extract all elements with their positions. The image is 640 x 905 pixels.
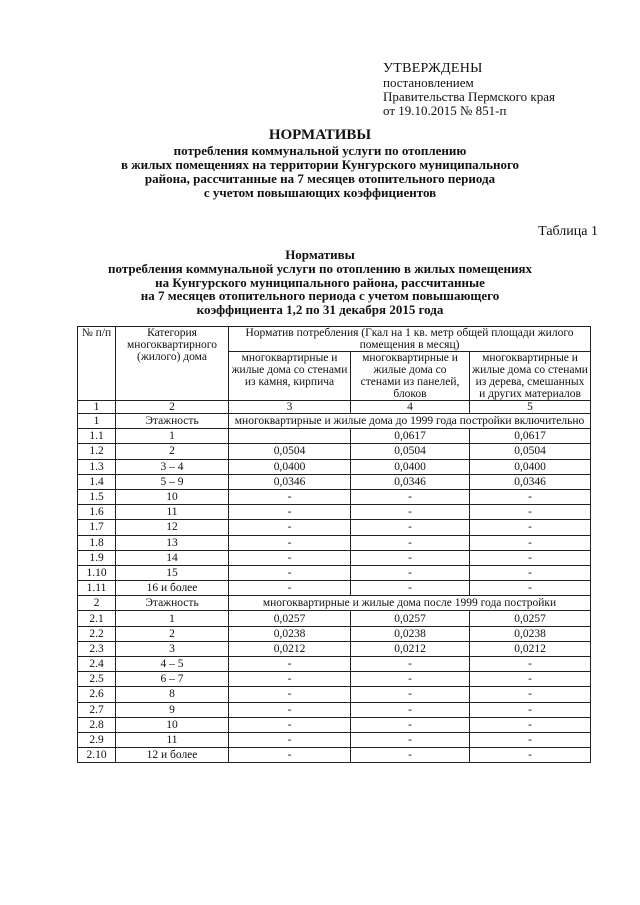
row-num: 1.2 xyxy=(78,444,116,459)
value-stone: - xyxy=(229,581,351,596)
row-num: 2.10 xyxy=(78,748,116,763)
row-num: 2.4 xyxy=(78,657,116,672)
table-row xyxy=(78,444,591,459)
row-floors: 10 xyxy=(116,717,229,732)
subtitle-line: потребления коммунальной услуги по отоплению xyxy=(173,143,467,158)
row-floors: 15 xyxy=(116,565,229,580)
row-num: 2.3 xyxy=(78,641,116,656)
value-stone: - xyxy=(229,550,351,565)
value-panel: - xyxy=(351,732,470,747)
section-span-text: многоквартирные и жилые дома до 1999 года постройки включительно xyxy=(229,414,591,429)
row-floors: 1 xyxy=(116,429,229,444)
value-wood: - xyxy=(470,505,591,520)
value-stone: - xyxy=(229,489,351,504)
approval-line: от 19.10.2015 № 851-п xyxy=(383,103,507,118)
section-label: Этажность xyxy=(116,596,229,611)
row-floors: 3 xyxy=(116,641,229,656)
header-panel: многоквартирные и жилые дома со стенами из панелей, блоков xyxy=(351,352,470,401)
table-row xyxy=(78,626,591,641)
approval-heading: УТВЕРЖДЕНЫ xyxy=(383,61,483,76)
table-row xyxy=(78,581,591,596)
row-floors: 3 – 4 xyxy=(116,459,229,474)
table-row xyxy=(78,459,591,474)
section-row xyxy=(78,596,591,611)
table-row xyxy=(78,565,591,580)
value-wood: 0,0346 xyxy=(470,474,591,489)
table-row xyxy=(78,717,591,732)
value-panel: - xyxy=(351,565,470,580)
col-number: 5 xyxy=(470,401,591,414)
col-number: 1 xyxy=(78,401,116,414)
table-row xyxy=(78,687,591,702)
value-stone: - xyxy=(229,505,351,520)
value-wood: - xyxy=(470,717,591,732)
value-stone: - xyxy=(229,687,351,702)
value-panel: - xyxy=(351,717,470,732)
row-floors: 6 – 7 xyxy=(116,672,229,687)
subtitle-line: в жилых помещениях на территории Кунгурского муниципального xyxy=(120,157,520,172)
row-num: 2.8 xyxy=(78,717,116,732)
table-row xyxy=(78,489,591,504)
value-stone: - xyxy=(229,748,351,763)
value-wood: - xyxy=(470,732,591,747)
table-subtitle xyxy=(0,262,640,316)
value-panel: - xyxy=(351,672,470,687)
subtitle-line: района, рассчитанные на 7 месяцев отопительного периода xyxy=(144,171,496,186)
value-panel: 0,0504 xyxy=(351,444,470,459)
row-num: 1.3 xyxy=(78,459,116,474)
table-row xyxy=(78,550,591,565)
section-span-text: многоквартирные и жилые дома после 1999 года постройки xyxy=(229,596,591,611)
header-wood: многоквартирные и жилые дома со стенами из дерева, смешанных и других материалов xyxy=(470,352,591,401)
row-num: 1.10 xyxy=(78,565,116,580)
row-num: 1.5 xyxy=(78,489,116,504)
value-panel: 0,0617 xyxy=(351,429,470,444)
value-stone: 0,0400 xyxy=(229,459,351,474)
row-floors: 10 xyxy=(116,489,229,504)
table-row xyxy=(78,641,591,656)
col-number: 2 xyxy=(116,401,229,414)
row-floors: 14 xyxy=(116,550,229,565)
value-panel: 0,0346 xyxy=(351,474,470,489)
value-wood: - xyxy=(470,550,591,565)
value-stone: 0,0504 xyxy=(229,444,351,459)
header-category: Категория многоквартирного (жилого) дома xyxy=(116,327,229,401)
row-num: 2.6 xyxy=(78,687,116,702)
row-floors: 9 xyxy=(116,702,229,717)
row-floors: 11 xyxy=(116,505,229,520)
row-num: 1.7 xyxy=(78,520,116,535)
table-subtitle-line: на 7 месяцев отопительного периода с учетом повышающего xyxy=(140,288,500,303)
value-wood: 0,0212 xyxy=(470,641,591,656)
approval-block xyxy=(383,62,555,118)
row-num: 1.11 xyxy=(78,581,116,596)
value-panel: - xyxy=(351,657,470,672)
value-stone: - xyxy=(229,732,351,747)
table-subtitle-line: на Кунгурского муниципального района, рассчитанные xyxy=(155,274,485,290)
table-subtitle-line: коэффициента 1,2 по 31 декабря 2015 года xyxy=(196,301,444,317)
value-wood: - xyxy=(470,535,591,550)
section-row xyxy=(78,414,591,429)
row-num: 1.6 xyxy=(78,505,116,520)
table-row xyxy=(78,657,591,672)
value-panel: - xyxy=(351,535,470,550)
value-stone: - xyxy=(229,717,351,732)
row-num: 1.9 xyxy=(78,550,116,565)
row-num: 1.8 xyxy=(78,535,116,550)
value-stone: - xyxy=(229,535,351,550)
row-floors: 1 xyxy=(116,611,229,626)
table-row xyxy=(78,611,591,626)
norms-table xyxy=(77,326,591,763)
value-panel: - xyxy=(351,687,470,702)
approval-line: Правительства Пермского края xyxy=(383,89,555,104)
table-row xyxy=(78,672,591,687)
subtitle-line: с учетом повышающих коэффициентов xyxy=(203,185,437,200)
document-title: НОРМАТИВЫ xyxy=(268,127,372,143)
value-stone: 0,0257 xyxy=(229,611,351,626)
row-floors: 5 – 9 xyxy=(116,474,229,489)
value-stone: 0,0346 xyxy=(229,474,351,489)
row-floors: 12 xyxy=(116,520,229,535)
value-wood: - xyxy=(470,520,591,535)
value-stone: - xyxy=(229,702,351,717)
value-stone xyxy=(229,429,351,444)
value-panel: - xyxy=(351,702,470,717)
table-row xyxy=(78,702,591,717)
value-panel: 0,0400 xyxy=(351,459,470,474)
table-row xyxy=(78,520,591,535)
row-floors: 4 – 5 xyxy=(116,657,229,672)
row-num: 2.1 xyxy=(78,611,116,626)
value-wood: 0,0617 xyxy=(470,429,591,444)
header-norm-group: Норматив потребления (Гкал на 1 кв. метр общей площади жилого помещения в месяц) xyxy=(229,327,591,352)
value-panel: - xyxy=(351,550,470,565)
value-stone: - xyxy=(229,565,351,580)
value-stone: 0,0238 xyxy=(229,626,351,641)
table-row xyxy=(78,429,591,444)
value-wood: 0,0238 xyxy=(470,626,591,641)
row-num: 2.2 xyxy=(78,626,116,641)
document-subtitle xyxy=(0,144,640,200)
section-num: 1 xyxy=(78,414,116,429)
table-row xyxy=(78,748,591,763)
value-wood: 0,0504 xyxy=(470,444,591,459)
table-row xyxy=(78,535,591,550)
table-title: Нормативы xyxy=(285,247,355,262)
value-panel: 0,0238 xyxy=(351,626,470,641)
table-subtitle-line: потребления коммунальной услуги по отоплению в жилых помещениях xyxy=(108,261,532,276)
table-row xyxy=(78,474,591,489)
row-floors: 2 xyxy=(116,626,229,641)
row-floors: 8 xyxy=(116,687,229,702)
value-panel: - xyxy=(351,520,470,535)
value-wood: - xyxy=(470,702,591,717)
value-wood: - xyxy=(470,657,591,672)
row-floors: 11 xyxy=(116,732,229,747)
value-stone: - xyxy=(229,657,351,672)
row-num: 1.1 xyxy=(78,429,116,444)
value-panel: 0,0212 xyxy=(351,641,470,656)
value-panel: - xyxy=(351,748,470,763)
row-num: 2.9 xyxy=(78,732,116,747)
row-floors: 16 и более xyxy=(116,581,229,596)
row-floors: 13 xyxy=(116,535,229,550)
col-number: 3 xyxy=(229,401,351,414)
row-floors: 12 и более xyxy=(116,748,229,763)
header-num: № п/п xyxy=(78,327,116,401)
section-label: Этажность xyxy=(116,414,229,429)
approval-line: постановлением xyxy=(383,75,474,90)
row-num: 1.4 xyxy=(78,474,116,489)
row-floors: 2 xyxy=(116,444,229,459)
table-row xyxy=(78,732,591,747)
value-stone: - xyxy=(229,672,351,687)
value-wood: - xyxy=(470,672,591,687)
value-panel: - xyxy=(351,489,470,504)
header-stone: многоквартирные и жилые дома со стенами из камня, кирпича xyxy=(229,352,351,401)
value-panel: 0,0257 xyxy=(351,611,470,626)
value-wood: - xyxy=(470,687,591,702)
value-wood: - xyxy=(470,489,591,504)
table-row xyxy=(78,505,591,520)
value-wood: - xyxy=(470,748,591,763)
value-wood: 0,0257 xyxy=(470,611,591,626)
col-number: 4 xyxy=(351,401,470,414)
row-num: 2.7 xyxy=(78,702,116,717)
value-panel: - xyxy=(351,581,470,596)
value-stone: - xyxy=(229,520,351,535)
value-wood: - xyxy=(470,565,591,580)
table-label: Таблица 1 xyxy=(538,224,598,239)
value-stone: 0,0212 xyxy=(229,641,351,656)
value-wood: - xyxy=(470,581,591,596)
section-num: 2 xyxy=(78,596,116,611)
value-panel: - xyxy=(351,505,470,520)
value-wood: 0,0400 xyxy=(470,459,591,474)
row-num: 2.5 xyxy=(78,672,116,687)
